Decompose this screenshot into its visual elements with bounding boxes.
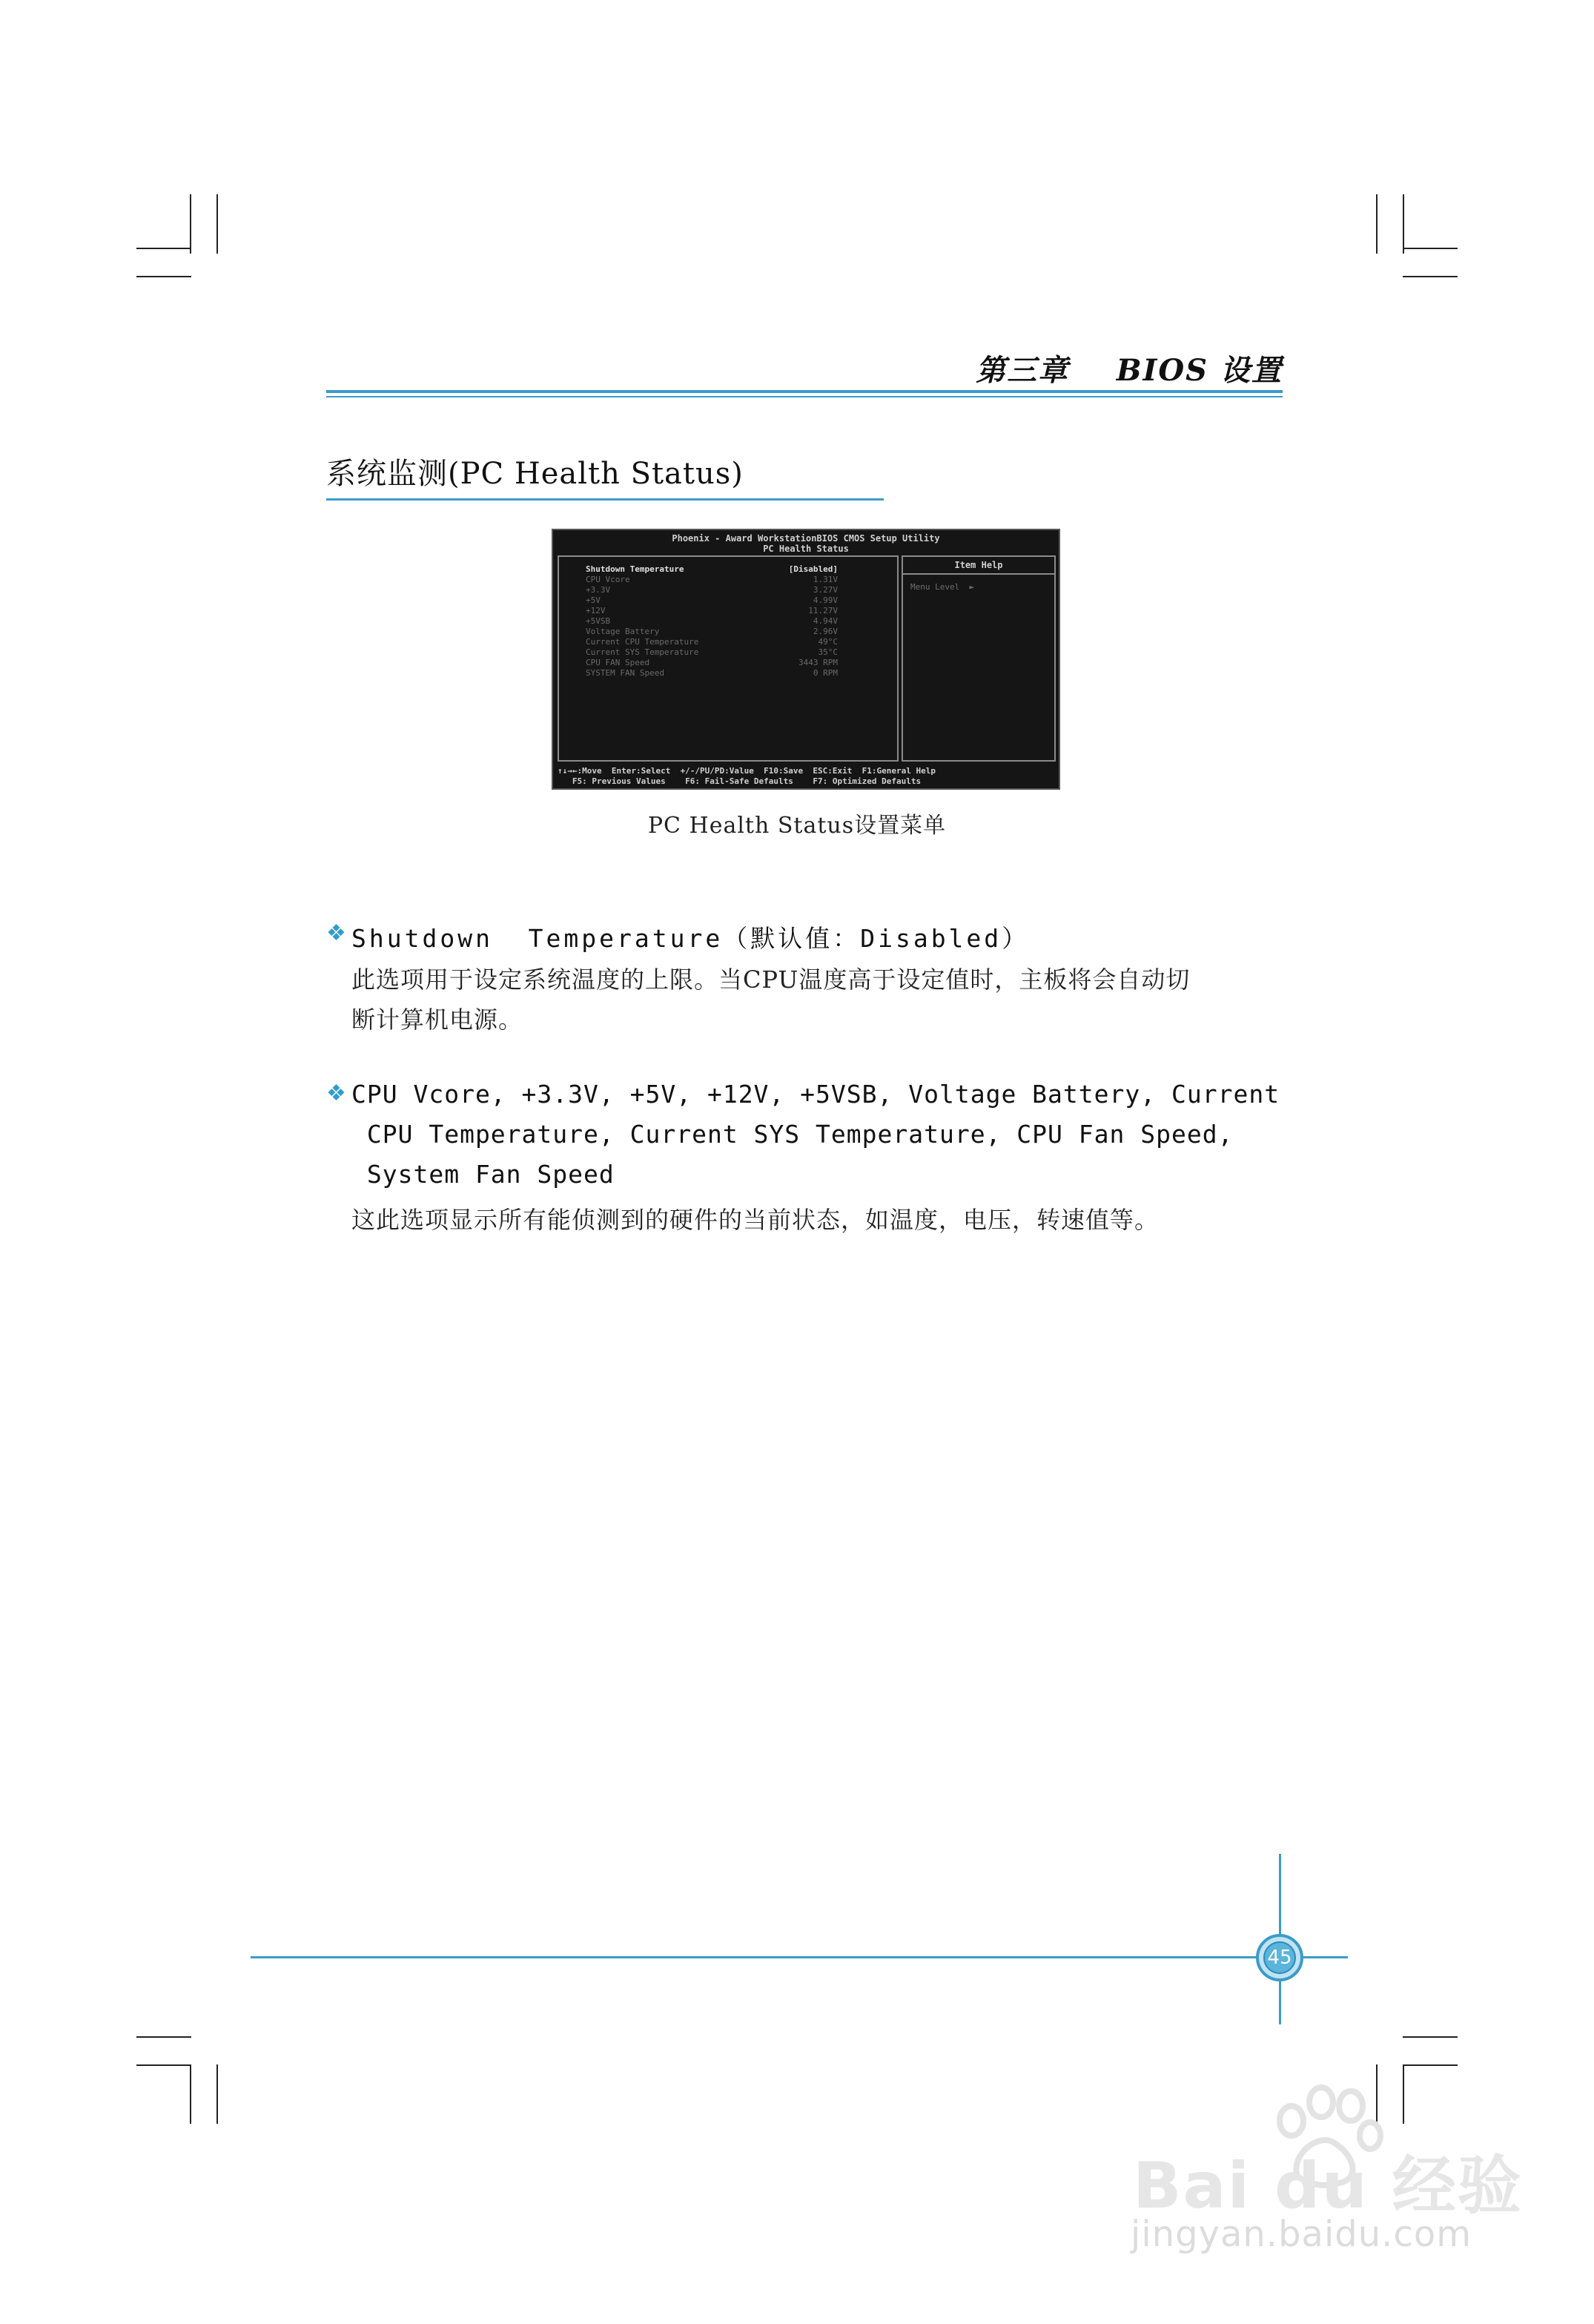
bios-row-value: 1.31V bbox=[813, 575, 838, 584]
crop-mark bbox=[1376, 194, 1378, 254]
page-number: 45 bbox=[1263, 1941, 1296, 1974]
bios-row bbox=[586, 595, 882, 605]
bios-help-panel bbox=[902, 555, 1056, 762]
crop-mark bbox=[136, 276, 191, 277]
bios-row-value: 35°C bbox=[818, 647, 838, 657]
bios-row-value: 3443 RPM bbox=[798, 658, 838, 667]
header-rule-thin bbox=[326, 396, 1283, 397]
bios-screenshot bbox=[552, 529, 1060, 790]
bios-row-label: +12V bbox=[586, 606, 606, 615]
bios-settings-panel bbox=[558, 555, 899, 762]
bios-row bbox=[586, 668, 882, 678]
item-heading: System Fan Speed bbox=[351, 1160, 615, 1189]
bios-row-value: 3.27V bbox=[813, 585, 838, 595]
bios-footer-keys: ↑↓→←:Move Enter:Select +/-/PU/PD:Value F10:Save ESC:Exit F1:General Help bbox=[558, 766, 936, 776]
bios-row bbox=[586, 616, 882, 626]
bios-row bbox=[586, 658, 882, 667]
crop-mark bbox=[136, 2036, 191, 2038]
bios-subtitle: PC Health Status bbox=[763, 544, 849, 554]
bios-row-label: CPU FAN Speed bbox=[586, 658, 650, 667]
bios-row-value: 4.94V bbox=[813, 616, 838, 626]
bios-help-title: Item Help bbox=[903, 560, 1054, 575]
item-body: 此选项用于设定系统温度的上限。当CPU温度高于设定值时，主板将会自动切 bbox=[351, 965, 1191, 994]
bios-row-label: Current CPU Temperature bbox=[586, 637, 699, 647]
bios-row-label: Shutdown Temperature bbox=[586, 564, 684, 574]
bios-row-value: 4.99V bbox=[813, 595, 838, 605]
chapter-header: 第三章 BIOS 设置 bbox=[976, 353, 1283, 388]
bios-title: Phoenix - Award WorkstationBIOS CMOS Setup Utility bbox=[672, 533, 940, 544]
crop-mark bbox=[190, 2064, 191, 2124]
item-body: 这此选项显示所有能侦测到的硬件的当前状态，如温度，电压，转速值等。 bbox=[351, 1206, 1160, 1234]
footer-rule bbox=[251, 1956, 1348, 1958]
bios-row-label: Voltage Battery bbox=[586, 627, 660, 636]
bios-footer-keys-2: F5: Previous Values F6: Fail-Safe Defaults F7: Optimized Defaults bbox=[558, 776, 922, 786]
figure-caption: PC Health Status设置菜单 bbox=[647, 813, 947, 839]
bios-row bbox=[586, 627, 882, 636]
bios-row-value: 49°C bbox=[818, 637, 838, 647]
bios-row-label: Current SYS Temperature bbox=[586, 647, 699, 657]
bios-row-value: [Disabled] bbox=[788, 564, 838, 574]
bios-row bbox=[586, 585, 882, 595]
bios-row-value: 0 RPM bbox=[813, 668, 838, 678]
crop-mark bbox=[136, 2064, 191, 2066]
item-heading: CPU Vcore, +3.3V, +5V, +12V, +5VSB, Voltage Battery, Current bbox=[351, 1080, 1280, 1109]
watermark-brand: Bai du 经验 bbox=[1133, 2149, 1523, 2223]
bios-row-label: CPU Vcore bbox=[586, 575, 630, 584]
section-underline bbox=[326, 498, 884, 501]
bios-row bbox=[586, 606, 882, 615]
bios-row bbox=[586, 575, 882, 584]
item-body: 断计算机电源。 bbox=[351, 1006, 523, 1034]
bios-row bbox=[586, 564, 882, 574]
bios-row bbox=[586, 647, 882, 657]
bios-row-label: SYSTEM FAN Speed bbox=[586, 668, 664, 678]
crop-mark bbox=[1403, 2036, 1458, 2038]
header-rule bbox=[326, 390, 1283, 393]
crop-mark bbox=[1403, 2064, 1404, 2124]
crop-mark bbox=[1403, 194, 1404, 254]
bios-row bbox=[586, 637, 882, 647]
bios-help-text: Menu Level ► bbox=[910, 582, 975, 592]
crop-mark bbox=[1403, 2064, 1458, 2066]
bullet-diamond-icon: ❖ bbox=[326, 920, 346, 946]
watermark-url: jingyan.baidu.com bbox=[1131, 2214, 1472, 2255]
item-heading: CPU Temperature, Current SYS Temperature, CPU Fan Speed, bbox=[351, 1120, 1234, 1149]
bios-row-label: +5VSB bbox=[586, 616, 611, 626]
crop-mark bbox=[136, 248, 191, 249]
item-heading: Shutdown Temperature（默认值：Disabled） bbox=[351, 924, 1030, 953]
bios-row-label: +3.3V bbox=[586, 585, 611, 595]
crop-mark bbox=[216, 2064, 218, 2124]
bios-row-value: 2.96V bbox=[813, 627, 838, 636]
crop-mark bbox=[216, 194, 218, 254]
crop-mark bbox=[190, 194, 191, 254]
crop-mark bbox=[1403, 248, 1458, 249]
bullet-diamond-icon: ❖ bbox=[326, 1080, 346, 1106]
page-number-badge bbox=[1256, 1934, 1303, 1981]
section-title: 系统监测(PC Health Status) bbox=[326, 457, 744, 491]
bios-row-value: 11.27V bbox=[808, 606, 838, 615]
bios-row-label: +5V bbox=[586, 595, 601, 605]
crop-mark bbox=[1403, 276, 1458, 277]
